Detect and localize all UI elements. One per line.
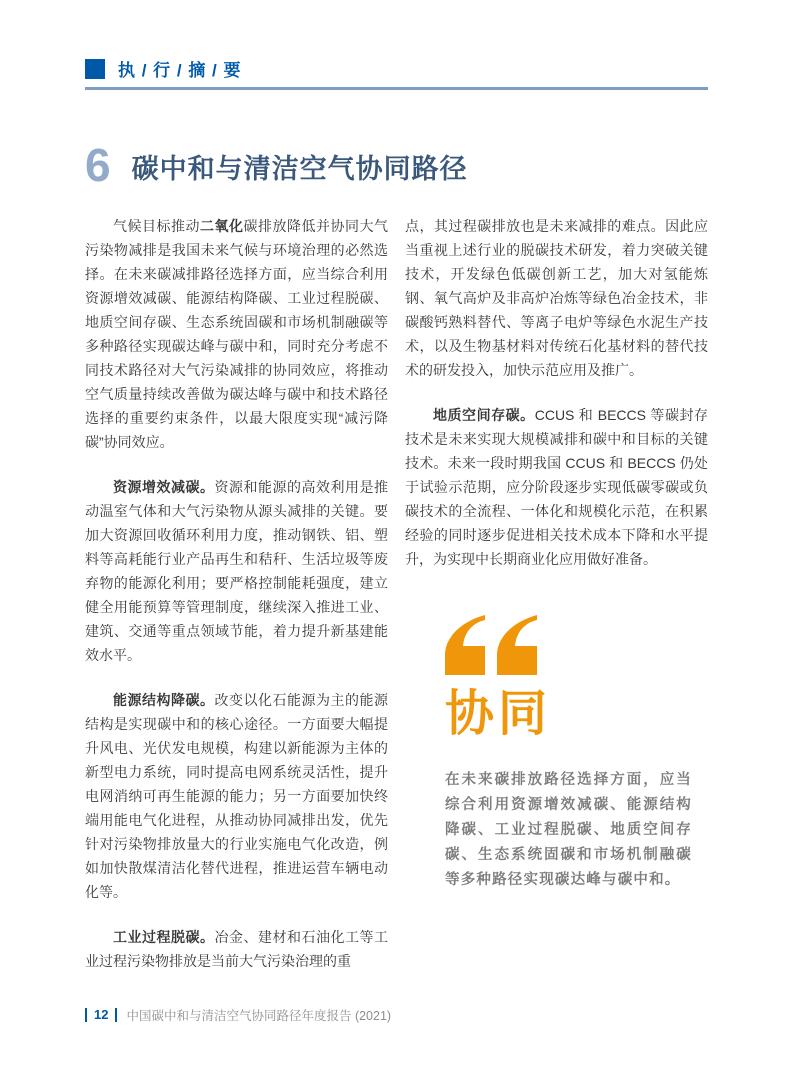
quotation-mark-icon	[445, 615, 541, 675]
paragraph-text: 点，其过程碳排放也是未来减排的难点。因此应当重视上述行业的脱碳技术研发，着力突破关键技术，开发绿色低碳创新工艺，加大对氢能炼钢、氧气高炉及非高炉冶炼等绿色冶金技术，非碳酸钙熟料替代、等离子电炉等绿色水泥生产技术，以及生物基材料对传统石化基材料的替代技术的研发投入，加快示范应用及推广。	[405, 218, 708, 378]
eyebrow-header	[85, 58, 708, 79]
blue-square-icon	[85, 59, 105, 79]
paragraph	[85, 925, 388, 973]
paragraph-text: 气候目标推动	[113, 218, 200, 234]
paragraph-lead: 地质空间存碳。	[433, 407, 535, 423]
paragraph	[85, 688, 388, 904]
paragraph-text: 资源和能源的高效利用是推动温室气体和大气污染物从源头减排的关键。要加大资源回收循环利用力度，推动钢铁、铝、塑料等高耗能行业产品再生和秸秆、生活垃圾等废弃物的能源化利用；要严格控制能耗强度，建立健全用能预算等管理制度，继续深入推进工业、建筑、交通等重点领域节能，着力提升新基建能效水平。	[85, 479, 388, 663]
page-content	[85, 58, 708, 994]
page-number: 12	[85, 1008, 117, 1022]
left-column	[85, 214, 388, 994]
paragraph-bold-text: 二氧化	[200, 218, 244, 234]
pull-quote-text: 在未来碳排放路径选择方面，应当综合利用资源增效减碳、能源结构降碳、工业过程脱碳、地质空间存碳、生态系统固碳和市场机制融碳等多种路径实现碳达峰与碳中和。	[445, 772, 692, 888]
header-rule	[85, 87, 708, 90]
paragraph-lead: 资源增效减碳。	[113, 479, 215, 495]
paragraph	[85, 214, 388, 454]
paragraph	[85, 475, 388, 667]
right-column	[405, 214, 708, 994]
section-title: 碳中和与清洁空气协同路径	[131, 154, 468, 184]
section-heading	[85, 139, 708, 191]
paragraph-text: CCUS 和 BECCS 等碳封存技术是未来实现大规模减排和碳中和目标的关键技术。未来一段时期我国 CCUS 和 BECCS 仍处于试验示范期，应分阶段逐步实现低碳零碳或负碳技术的全流程、一体化和规模化示范，在积累经验的同时逐步促进相关技术成本下降和水平提升，为实现中长期商业化应用做好准备。	[405, 407, 709, 567]
paragraph	[405, 214, 708, 382]
pull-quote-keyword: 协同	[445, 687, 552, 741]
eyebrow-label: 执 / 行 / 摘 / 要	[118, 61, 242, 80]
paragraph-lead: 工业过程脱碳。	[113, 929, 215, 945]
body-columns	[85, 214, 708, 994]
paragraph-text: 冶金、建材和石油化工等工业过程污染物排放是当前大气污染治理的重	[85, 929, 388, 969]
footer-report-title: 中国碳中和与清洁空气协同路径年度报告 (2021)	[126, 1009, 392, 1023]
page-footer	[85, 1006, 391, 1024]
section-number: 6	[85, 139, 111, 191]
paragraph-text: 碳排放降低并协同大气污染物减排是我国未来气候与环境治理的必然选择。在未来碳减排路径选择方面，应当综合利用资源增效减碳、能源结构降碳、工业过程脱碳、地质空间存碳、生态系统固碳和市场机制融碳等多种路径实现碳达峰与碳中和，同时充分考虑不同技术路径对大气污染减排的协同效应，将推动空气质量持续改善做为碳达峰与碳中和技术路径选择的重要约束条件，以最大限度实现“减污降碳”协同效应。	[85, 218, 388, 450]
paragraph	[405, 403, 708, 571]
pull-quote	[445, 615, 708, 893]
paragraph-lead: 能源结构降碳。	[113, 692, 215, 708]
paragraph-text: 改变以化石能源为主的能源结构是实现碳中和的核心途径。一方面要大幅提升风电、光伏发电规模，构建以新能源为主体的新型电力系统，同时提高电网系统灵活性，提升电网消纳可再生能源的能力；另一方面要加快终端用能电气化进程，从推动协同减排出发，优先针对污染物排放量大的行业实施电气化改造，例如加快散煤清洁化替代进程，推进运营车辆电动化等。	[85, 692, 388, 900]
